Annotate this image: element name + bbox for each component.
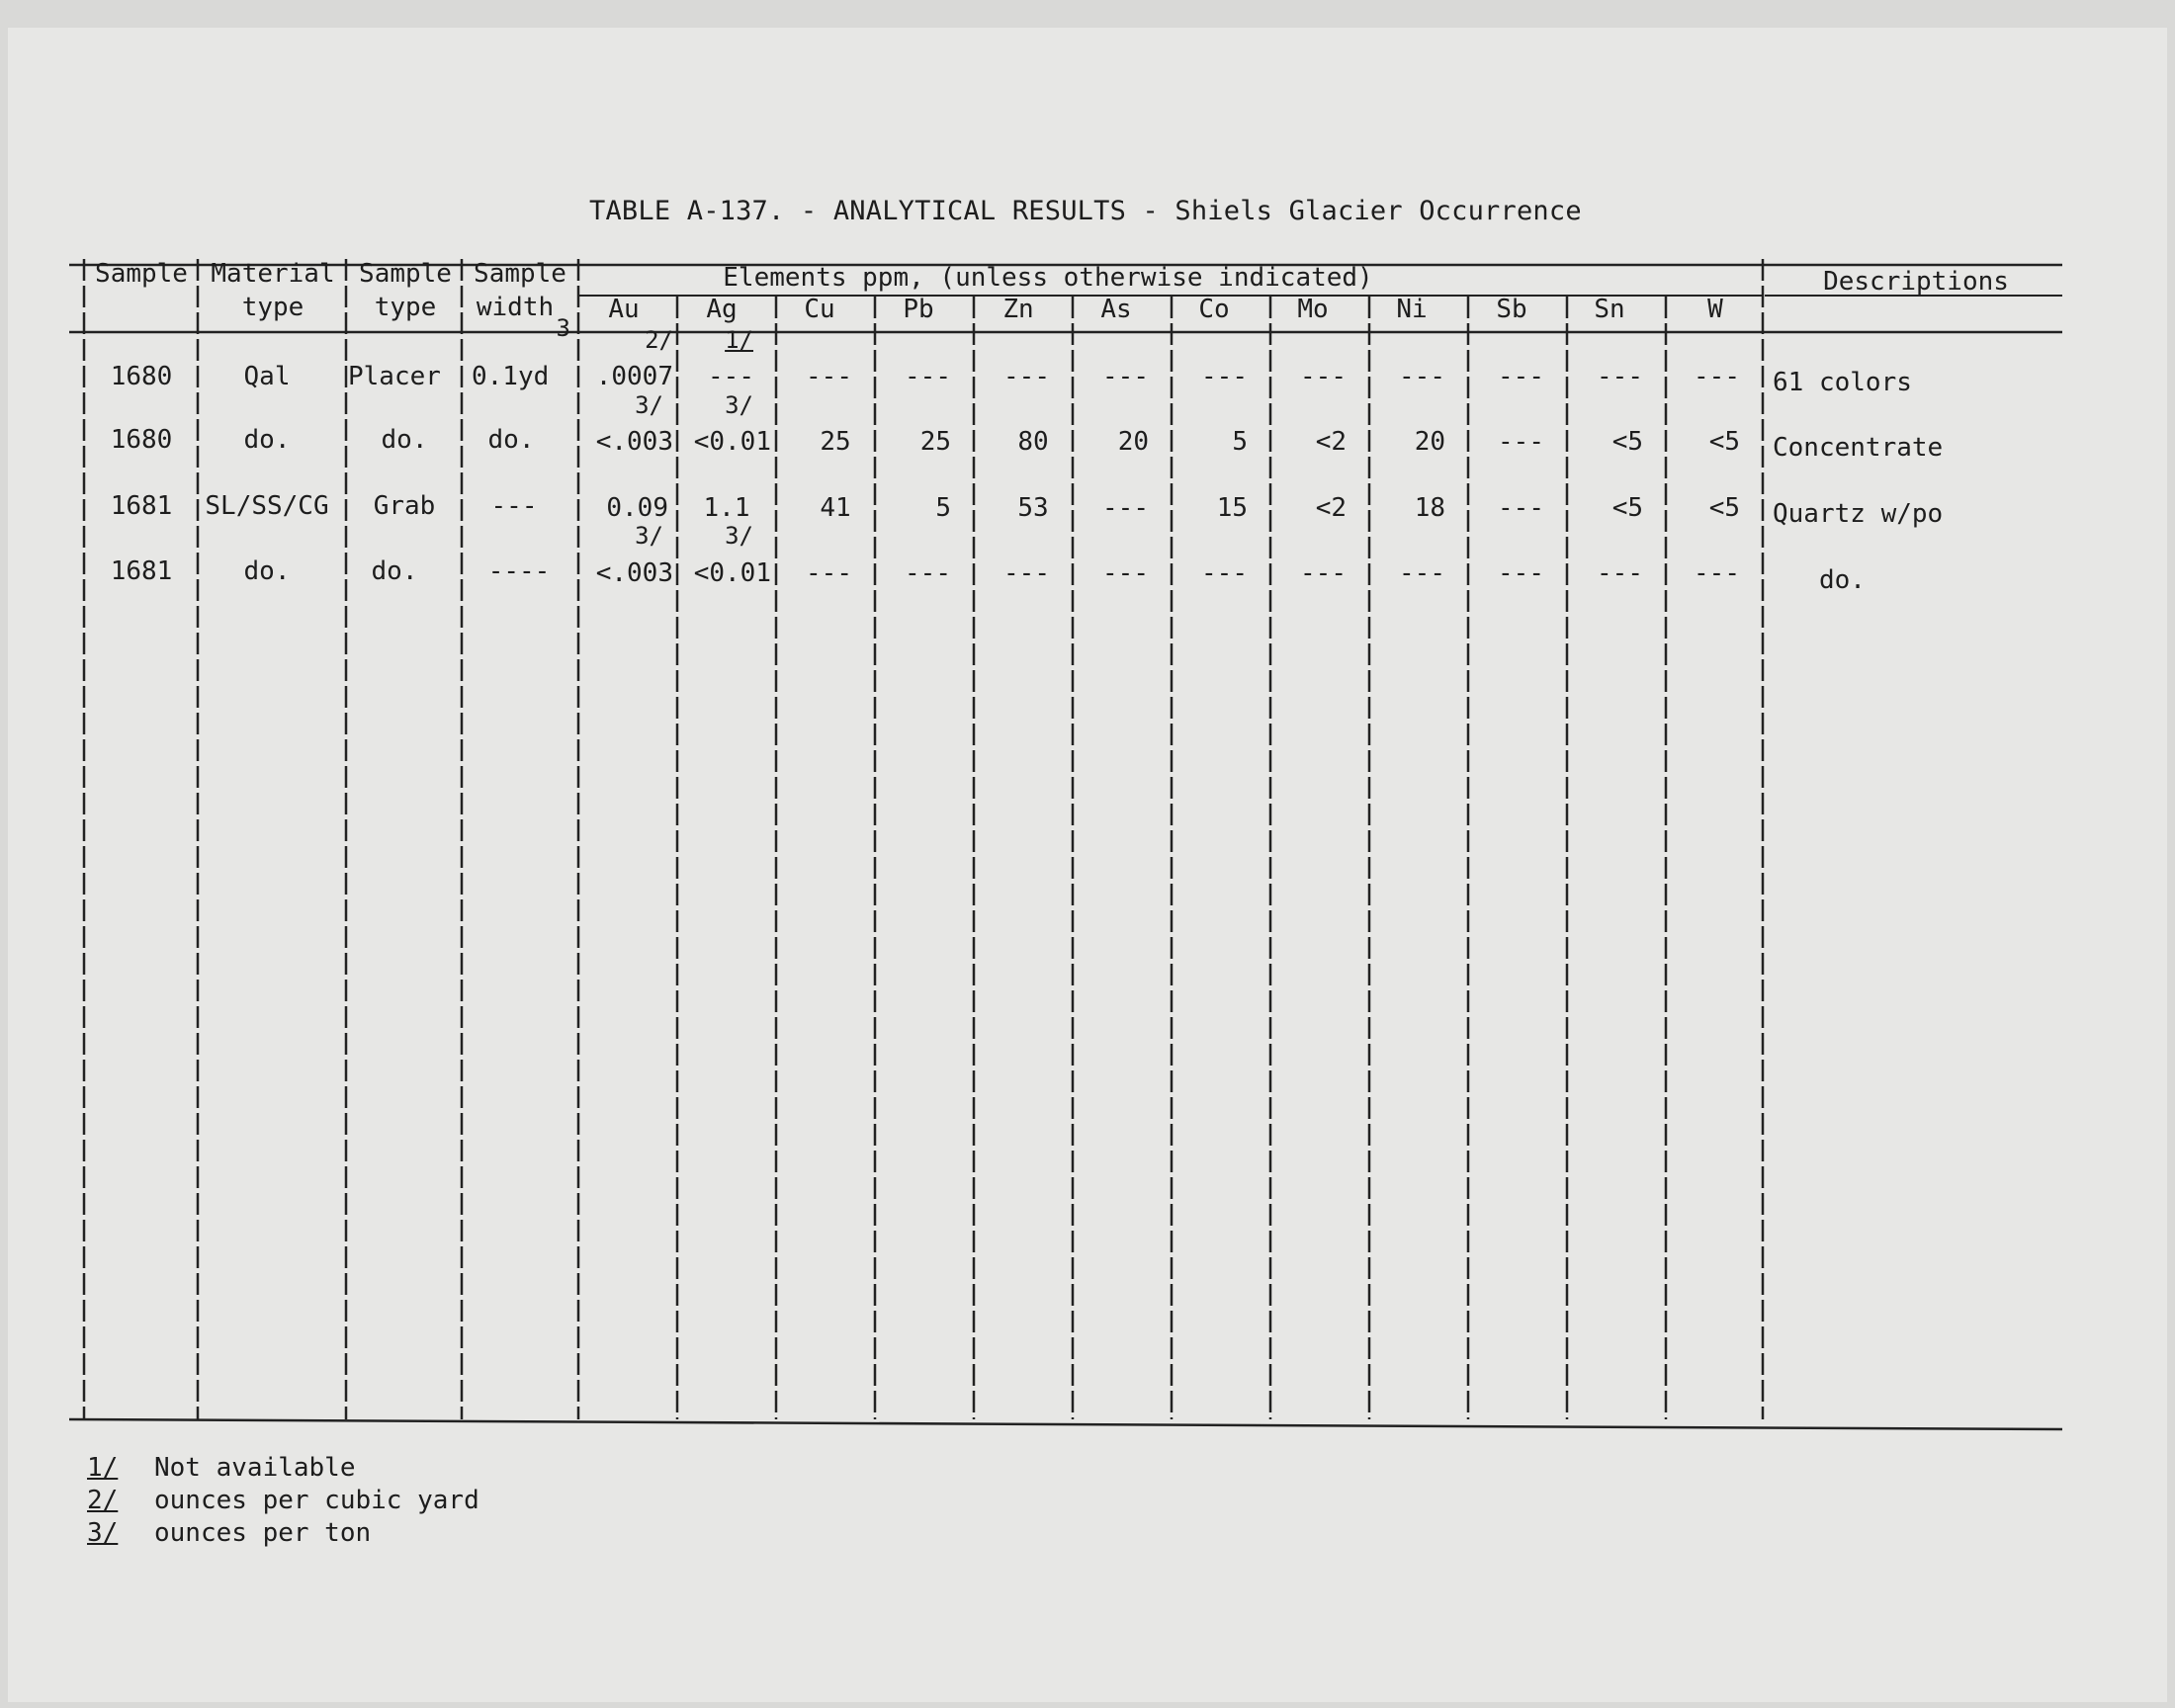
table-cell-mo: <2	[1315, 427, 1347, 457]
table-cell-w: ---	[1694, 362, 1740, 391]
table-cell-ag: 1.1	[703, 493, 750, 523]
table-cell-w: ---	[1694, 558, 1740, 588]
table-cell-ni: 18	[1414, 493, 1445, 523]
table-cell-mo: <2	[1315, 493, 1347, 523]
table-cell-material: do.	[243, 556, 291, 586]
header-cu: Cu	[804, 295, 835, 324]
table-cell-sn: <5	[1611, 493, 1643, 523]
table-cell-zn: ---	[1003, 362, 1050, 391]
table-cell-zn: 53	[1017, 493, 1049, 523]
table-cell-sample: 1681	[110, 491, 173, 521]
header-sample-type-2: type	[374, 293, 437, 322]
header-au: Au	[608, 295, 640, 324]
table-cell-ag: <0.01	[693, 427, 771, 457]
header-sample-width-2: width	[476, 293, 555, 322]
table-cell-w: <5	[1708, 493, 1740, 523]
header-ni: Ni	[1396, 295, 1428, 324]
header-as: As	[1100, 295, 1132, 324]
table-cell-mo: ---	[1300, 558, 1347, 588]
footnote-ref: 3/	[725, 391, 753, 419]
header-mo: Mo	[1297, 295, 1329, 324]
table-cell-sn: <5	[1611, 427, 1643, 457]
header-zn: Zn	[1002, 295, 1034, 324]
footnote-text: ounces per cubic yard	[154, 1486, 479, 1515]
table-cell-sample: 1681	[110, 556, 173, 586]
table-cell-sb: ---	[1498, 427, 1544, 457]
table-cell-type: Placer	[348, 362, 441, 391]
table-cell-width: do.	[487, 425, 535, 455]
table-cell-width: ----	[487, 556, 551, 586]
table-cell-ag: ---	[708, 362, 754, 391]
header-ag: Ag	[706, 295, 738, 324]
header-pb: Pb	[903, 295, 934, 324]
header-material: Material	[211, 259, 335, 289]
table-cell-sn: ---	[1597, 558, 1643, 588]
table-cell-ni: ---	[1399, 362, 1445, 391]
table-cell-as: ---	[1102, 558, 1149, 588]
header-sample-type: Sample	[359, 259, 452, 289]
table-cell-as: ---	[1102, 493, 1149, 523]
header-sb: Sb	[1496, 295, 1527, 324]
table-cell-sb: ---	[1498, 493, 1544, 523]
table-cell-description: Concentrate	[1773, 433, 1944, 463]
header-sample-width: Sample	[474, 259, 566, 289]
table-cell-ag: <0.01	[693, 558, 771, 588]
table-cell-cu: 25	[820, 427, 851, 457]
table-cell-pb: ---	[905, 558, 951, 588]
table-cell-cu: ---	[806, 362, 852, 391]
footnote-ref: 1/	[725, 326, 753, 354]
table-cell-w: <5	[1708, 427, 1740, 457]
table-cell-as: ---	[1102, 362, 1149, 391]
table-cell-description: Quartz w/po	[1773, 499, 1944, 529]
table-cell-width: ---	[490, 491, 538, 521]
footnote-text: Not available	[154, 1453, 356, 1483]
table-cell-au: <.003	[595, 427, 673, 457]
footnote-mark: 1/	[87, 1453, 119, 1483]
table-cell-pb: 5	[935, 493, 951, 523]
footnote-ref: 3/	[635, 522, 663, 550]
table-cell-mo: ---	[1300, 362, 1347, 391]
table-cell-sb: ---	[1498, 558, 1544, 588]
header-w: W	[1707, 295, 1723, 324]
table-cell-description: do.	[1819, 565, 1866, 595]
table-title: TABLE A-137. - ANALYTICAL RESULTS - Shiels Glacier Occurrence	[589, 196, 1582, 226]
table-cell-sample: 1680	[110, 362, 173, 391]
table-cell-width: 0.1yd	[472, 362, 550, 391]
table-cell-pb: ---	[905, 362, 951, 391]
footnote-mark: 2/	[87, 1486, 119, 1515]
unit-superscript: 3	[556, 314, 570, 342]
table-cell-ni: 20	[1414, 427, 1445, 457]
table-cell-material: do.	[243, 425, 291, 455]
header-descriptions: Descriptions	[1823, 267, 2009, 297]
footnote-mark: 3/	[87, 1518, 119, 1548]
table-cell-zn: ---	[1003, 558, 1050, 588]
table-cell-pb: 25	[919, 427, 951, 457]
table-cell-co: ---	[1201, 558, 1248, 588]
table-cell-as: 20	[1117, 427, 1149, 457]
table-cell-au: .0007	[595, 362, 673, 391]
table-cell-sample: 1680	[110, 425, 173, 455]
header-co: Co	[1198, 295, 1230, 324]
footnote-text: ounces per ton	[154, 1518, 372, 1548]
table-cell-au: 0.09	[606, 493, 668, 523]
table-cell-type: do.	[371, 556, 418, 586]
footnote-ref: 3/	[635, 391, 663, 419]
table-cell-co: 15	[1216, 493, 1248, 523]
table-cell-au: <.003	[595, 558, 673, 588]
footnote-ref: 3/	[725, 522, 753, 550]
table-cell-cu: 41	[820, 493, 851, 523]
table-cell-zn: 80	[1017, 427, 1049, 457]
table-cell-cu: ---	[806, 558, 852, 588]
table-cell-co: ---	[1201, 362, 1248, 391]
table-cell-co: 5	[1232, 427, 1248, 457]
footnote-ref: 2/	[645, 326, 673, 354]
header-sample: Sample	[95, 259, 188, 289]
header-sn: Sn	[1594, 295, 1625, 324]
table-cell-sb: ---	[1498, 362, 1544, 391]
header-material-type: type	[241, 293, 304, 322]
table-cell-sn: ---	[1597, 362, 1643, 391]
table-cell-type: Grab	[373, 491, 436, 521]
header-elements: Elements ppm, (unless otherwise indicated)	[723, 263, 1373, 293]
table-cell-type: do.	[381, 425, 428, 455]
table-cell-material: SL/SS/CG	[205, 491, 329, 521]
table-cell-ni: ---	[1399, 558, 1445, 588]
table-cell-description: 61 colors	[1773, 368, 1912, 397]
table-cell-material: Qal	[243, 362, 291, 391]
